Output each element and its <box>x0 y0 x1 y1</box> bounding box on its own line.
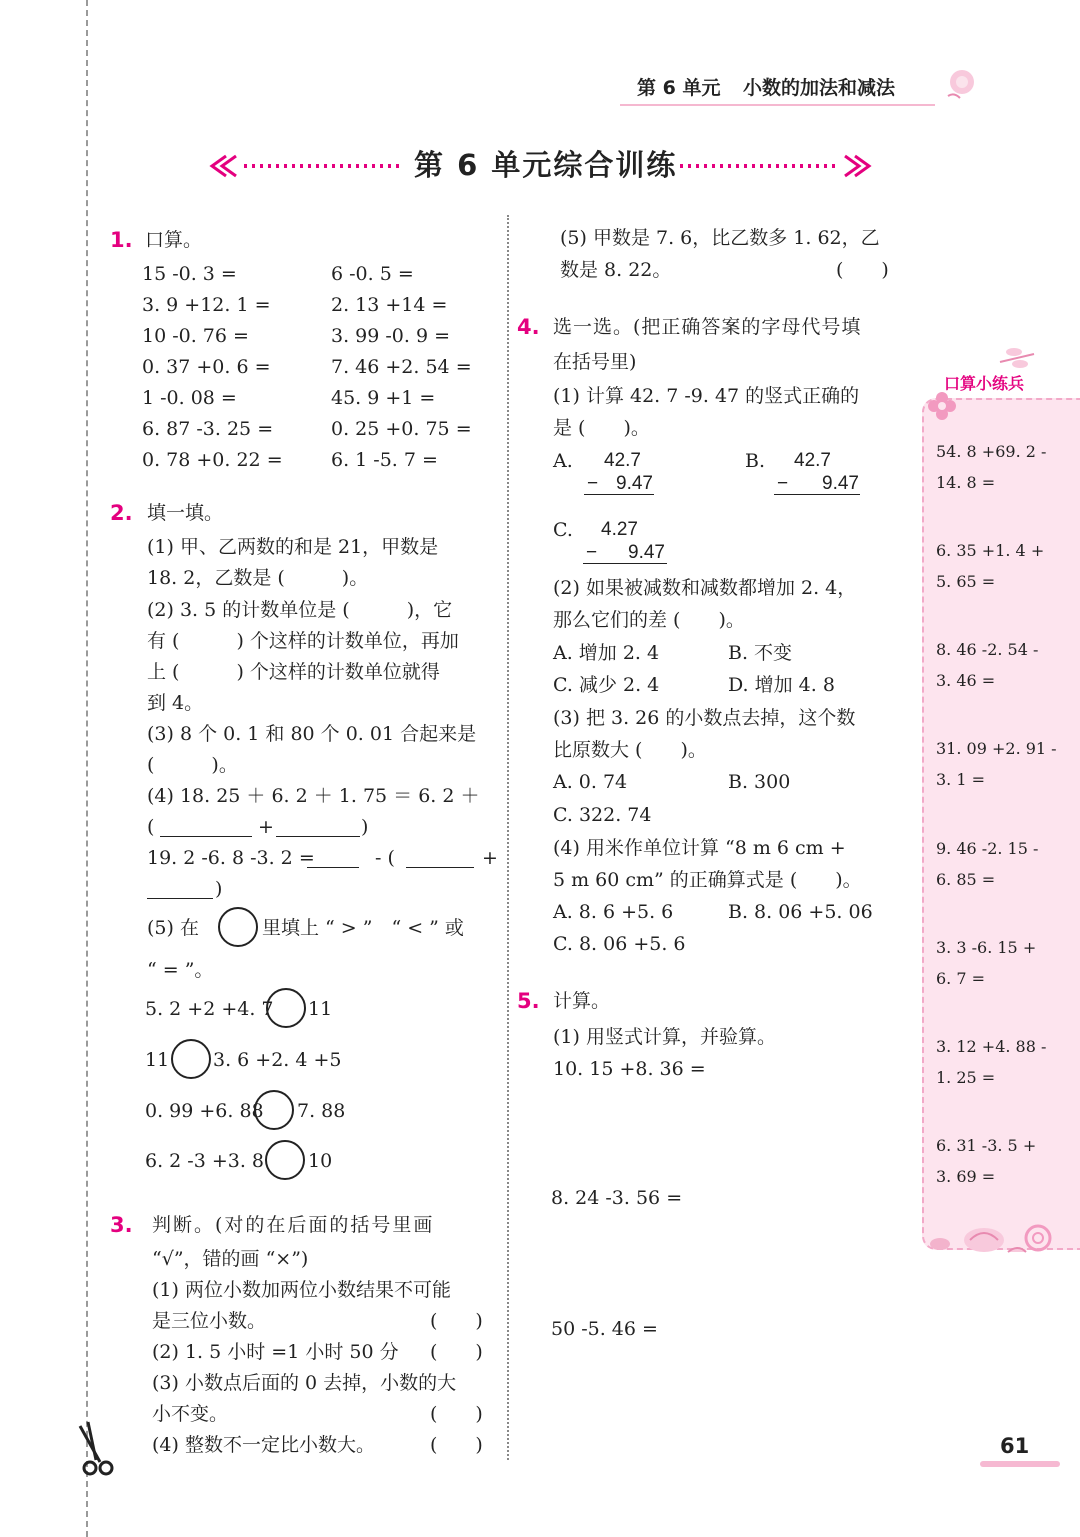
q3-s2: (2) 1. 5 小时 =1 小时 50 分 <box>152 1341 399 1363</box>
q2-compare-2-right: 3. 6 +2. 4 +5 <box>213 1049 342 1071</box>
q2-compare-2-left: 11 <box>145 1049 170 1071</box>
q4-p3-option-a[interactable]: A. 0. 74 <box>553 771 628 793</box>
page-number: 61 <box>1000 1434 1030 1458</box>
q4-p1-a-top: 42.7 <box>604 450 641 471</box>
page-number-bar <box>980 1461 1060 1467</box>
q4-p1-b-bottom: 9.47 <box>822 473 859 494</box>
q3-s4-paren[interactable]: ( ) <box>430 1434 483 1456</box>
q3-s1a: (1) 两位小数加两位小数结果不可能 <box>152 1279 451 1301</box>
q1-right-1: 6 -0. 5 = <box>331 263 414 285</box>
q3-s3-paren[interactable]: ( ) <box>430 1403 483 1425</box>
sidebar-item-7-line-1: 3. 12 +4. 88 - <box>936 1037 1047 1056</box>
q2-title: 填一填。 <box>147 502 224 524</box>
sidebar-item-1-line-1: 54. 8 +69. 2 - <box>936 442 1047 461</box>
q1-right-3: 3. 99 -0. 9 = <box>331 325 451 347</box>
q1-left-3: 10 -0. 76 = <box>142 325 249 347</box>
q3-s2-paren[interactable]: ( ) <box>430 1341 483 1363</box>
q4-p2-option-b[interactable]: B. 不变 <box>728 642 793 664</box>
q4-p1-a-bottom: 9.47 <box>616 473 653 494</box>
q3-s3a: (3) 小数点后面的 0 去掉，小数的大 <box>152 1372 457 1394</box>
q5-number: 5. <box>517 989 540 1013</box>
q4-p2-option-c[interactable]: C. 减少 2. 4 <box>553 674 660 696</box>
q2-blank-5[interactable] <box>147 898 213 899</box>
column-divider <box>507 215 509 1460</box>
q1-left-4: 0. 37 +0. 6 = <box>142 356 271 378</box>
dragonfly-icon <box>994 344 1038 372</box>
sidebar-item-4-line-1: 31. 09 +2. 91 - <box>936 739 1057 758</box>
q3-title: 判断。(对的在后面的括号里画 <box>152 1214 435 1236</box>
sidebar-item-7-line-2: 1. 25 = <box>936 1068 996 1087</box>
q2-compare-3-right: 7. 88 <box>297 1100 346 1122</box>
sidebar-flower-icon <box>926 390 958 422</box>
q2-blank-1[interactable] <box>160 836 252 837</box>
q2-compare-3-left: 0. 99 +6. 88 <box>145 1100 264 1122</box>
sidebar-item-5-line-1: 9. 46 -2. 15 - <box>936 839 1039 858</box>
q4-p1-b-top: 42.7 <box>794 450 831 471</box>
q5-expr-2: 8. 24 -3. 56 = <box>551 1187 683 1209</box>
q1-left-7: 0. 78 +0. 22 = <box>142 449 283 471</box>
q2-compare-4-right: 10 <box>308 1150 333 1172</box>
q2-line-2: 18. 2，乙数是 ( )。 <box>147 567 369 589</box>
q2-line-14: “ = ”。 <box>147 959 214 981</box>
q3-line-2: “√”，错的画 “×”) <box>152 1248 309 1270</box>
q2-line-10a: ( <box>147 816 155 838</box>
q4-p1-option-a[interactable]: A. <box>553 450 573 472</box>
q1-left-2: 3. 9 +12. 1 = <box>142 294 271 316</box>
q3-s5a: (5) 甲数是 7. 6，比乙数多 1. 62，乙 <box>560 227 880 249</box>
q2-line-13a: (5) 在 <box>147 917 199 939</box>
q4-p1-c-line <box>583 563 667 564</box>
q2-line-13b: 里填上 “ > ” “ < ” 或 <box>262 917 464 939</box>
q4-p1-b-minus: − <box>777 473 789 494</box>
q4-p2-option-d[interactable]: D. 增加 4. 8 <box>728 674 835 696</box>
sidebar-item-3-line-2: 3. 46 = <box>936 671 996 690</box>
sidebar-item-8-line-2: 3. 69 = <box>936 1167 996 1186</box>
q2-line-6: 到 4。 <box>147 692 204 714</box>
q2-compare-1-right: 11 <box>308 998 333 1020</box>
q4-p3a: (3) 把 3. 26 的小数点去掉，这个数 <box>553 707 856 729</box>
q2-line-5: 上 ( ) 个这样的计数单位就得 <box>147 661 440 683</box>
q2-line-11b: - ( <box>375 847 395 869</box>
q3-s1-paren[interactable]: ( ) <box>430 1310 483 1332</box>
sidebar-item-1-line-2: 14. 8 = <box>936 473 996 492</box>
q4-p1-c-minus: − <box>586 542 598 563</box>
q5-expr-3: 50 -5. 46 = <box>551 1318 658 1340</box>
q5-expr-1: 10. 15 +8. 36 = <box>553 1058 706 1080</box>
q4-p3b: 比原数大 ( )。 <box>553 739 707 761</box>
q4-p1-a-line <box>584 494 654 495</box>
q4-p1-a-minus: − <box>587 473 599 494</box>
q1-right-2: 2. 13 +14 = <box>331 294 448 316</box>
q3-s5-paren[interactable]: ( ) <box>836 259 889 281</box>
q4-p4-option-a[interactable]: A. 8. 6 +5. 6 <box>553 901 674 923</box>
q4-p1-b-line <box>774 494 860 495</box>
sidebar-item-8-line-1: 6. 31 -3. 5 + <box>936 1136 1037 1155</box>
q2-compare-1-circle[interactable] <box>266 988 306 1028</box>
title-deco-right <box>678 152 873 180</box>
sidebar-item-2-line-2: 5. 65 = <box>936 572 996 591</box>
sidebar-item-4-line-2: 3. 1 = <box>936 770 986 789</box>
q2-line-9: (4) 18. 25 ＋ 6. 2 ＋ 1. 75 ＝ 6. 2 ＋ <box>147 785 480 807</box>
sidebar-item-6-line-2: 6. 7 = <box>936 969 986 988</box>
q3-s4: (4) 整数不一定比小数大。 <box>152 1434 375 1456</box>
q4-p4b: 5 m 60 cm” 的正确算式是 ( )。 <box>553 869 862 891</box>
q2-blank-4[interactable] <box>406 867 474 868</box>
sidebar-item-6-line-1: 3. 3 -6. 15 + <box>936 938 1037 957</box>
q4-p1-option-c[interactable]: C. <box>553 519 573 541</box>
q5-sub: (1) 用竖式计算，并验算。 <box>553 1026 776 1048</box>
q2-compare-3-circle[interactable] <box>254 1090 294 1130</box>
q2-number: 2. <box>110 501 133 525</box>
q3-s1b: 是三位小数。 <box>152 1310 267 1332</box>
q4-p4-option-b[interactable]: B. 8. 06 +5. 06 <box>728 901 873 923</box>
q4-p1-option-b[interactable]: B. <box>745 450 766 472</box>
q2-compare-4-left: 6. 2 -3 +3. 8 <box>145 1150 265 1172</box>
q4-p1-c-top: 4.27 <box>601 519 638 540</box>
q4-p1-c-bottom: 9.47 <box>628 542 665 563</box>
q3-s3b: 小不变。 <box>152 1403 229 1425</box>
q5-title: 计算。 <box>553 990 611 1012</box>
title-deco-left <box>208 152 403 180</box>
q1-left-5: 1 -0. 08 = <box>142 387 237 409</box>
q2-line-1: (1) 甲、乙两数的和是 21，甲数是 <box>147 536 439 558</box>
cut-line <box>86 0 88 1537</box>
q1-right-4: 7. 46 +2. 54 = <box>331 356 472 378</box>
q2-line-10c: ) <box>361 816 369 838</box>
q1-left-1: 15 -0. 3 = <box>142 263 237 285</box>
flower-icon <box>940 66 980 106</box>
sidebar-item-5-line-2: 6. 85 = <box>936 870 996 889</box>
q1-number: 1. <box>110 228 133 252</box>
q3-s5b: 数是 8. 22。 <box>560 259 672 281</box>
q4-p4a: (4) 用米作单位计算 “8 m 6 cm + <box>553 837 846 859</box>
q1-right-6: 0. 25 +0. 75 = <box>331 418 472 440</box>
header-unit: 第 6 单元 <box>637 77 721 99</box>
q4-p2a: (2) 如果被减数和减数都增加 2. 4， <box>553 577 857 599</box>
q4-p1a: (1) 计算 42. 7 -9. 47 的竖式正确的 <box>553 385 860 407</box>
page-title: 第 6 单元综合训练 <box>414 148 678 182</box>
q1-right-7: 6. 1 -5. 7 = <box>331 449 438 471</box>
q2-blank-2[interactable] <box>276 836 360 837</box>
q4-p2-option-a[interactable]: A. 增加 2. 4 <box>553 642 660 664</box>
q4-p3-option-b[interactable]: B. 300 <box>728 771 791 793</box>
q1-title: 口算。 <box>145 229 203 251</box>
sidebar-item-2-line-1: 6. 35 +1. 4 + <box>936 541 1045 560</box>
q2-compare-2-circle[interactable] <box>171 1039 211 1079</box>
sidebar-panel <box>922 398 1080 1250</box>
q4-p4-option-c[interactable]: C. 8. 06 +5. 6 <box>553 933 686 955</box>
q4-p1b: 是 ( )。 <box>553 417 650 439</box>
q4-title-2: 在括号里) <box>553 351 637 373</box>
q4-p3-option-c[interactable]: C. 322. 74 <box>553 804 652 826</box>
scissors-icon <box>74 1420 120 1480</box>
q2-line-7: (3) 8 个 0. 1 和 80 个 0. 01 合起来是 <box>147 723 477 745</box>
sidebar-label: 口算小练兵 <box>944 374 1025 393</box>
q2-line-11a: 19. 2 -6. 8 -3. 2 = <box>147 847 315 869</box>
q1-left-6: 6. 87 -3. 25 = <box>142 418 274 440</box>
q2-line-4: 有 ( ) 个这样的计数单位，再加 <box>147 630 459 652</box>
q2-line-3: (2) 3. 5 的计数单位是 ( )，它 <box>147 599 453 621</box>
q2-sample-circle <box>218 907 258 947</box>
header-underline <box>620 104 935 106</box>
q2-compare-4-circle[interactable] <box>265 1140 305 1180</box>
q2-blank-3[interactable] <box>307 867 359 868</box>
q4-p2b: 那么它们的差 ( )。 <box>553 609 745 631</box>
q4-number: 4. <box>517 315 540 339</box>
q1-right-5: 45. 9 +1 = <box>331 387 436 409</box>
snail-decoration-icon <box>926 1222 1056 1262</box>
q2-line-8: ( )。 <box>147 754 238 776</box>
q2-line-10b: + <box>258 816 274 838</box>
q2-compare-1-left: 5. 2 +2 +4. 7 <box>145 998 274 1020</box>
q2-line-11c: + <box>482 847 498 869</box>
sidebar-item-3-line-1: 8. 46 -2. 54 - <box>936 640 1039 659</box>
header-unit-title: 小数的加法和减法 <box>743 77 896 99</box>
q4-title: 选一选。(把正确答案的字母代号填 <box>553 316 862 338</box>
q2-line-12: ) <box>215 878 223 900</box>
q3-number: 3. <box>110 1213 133 1237</box>
